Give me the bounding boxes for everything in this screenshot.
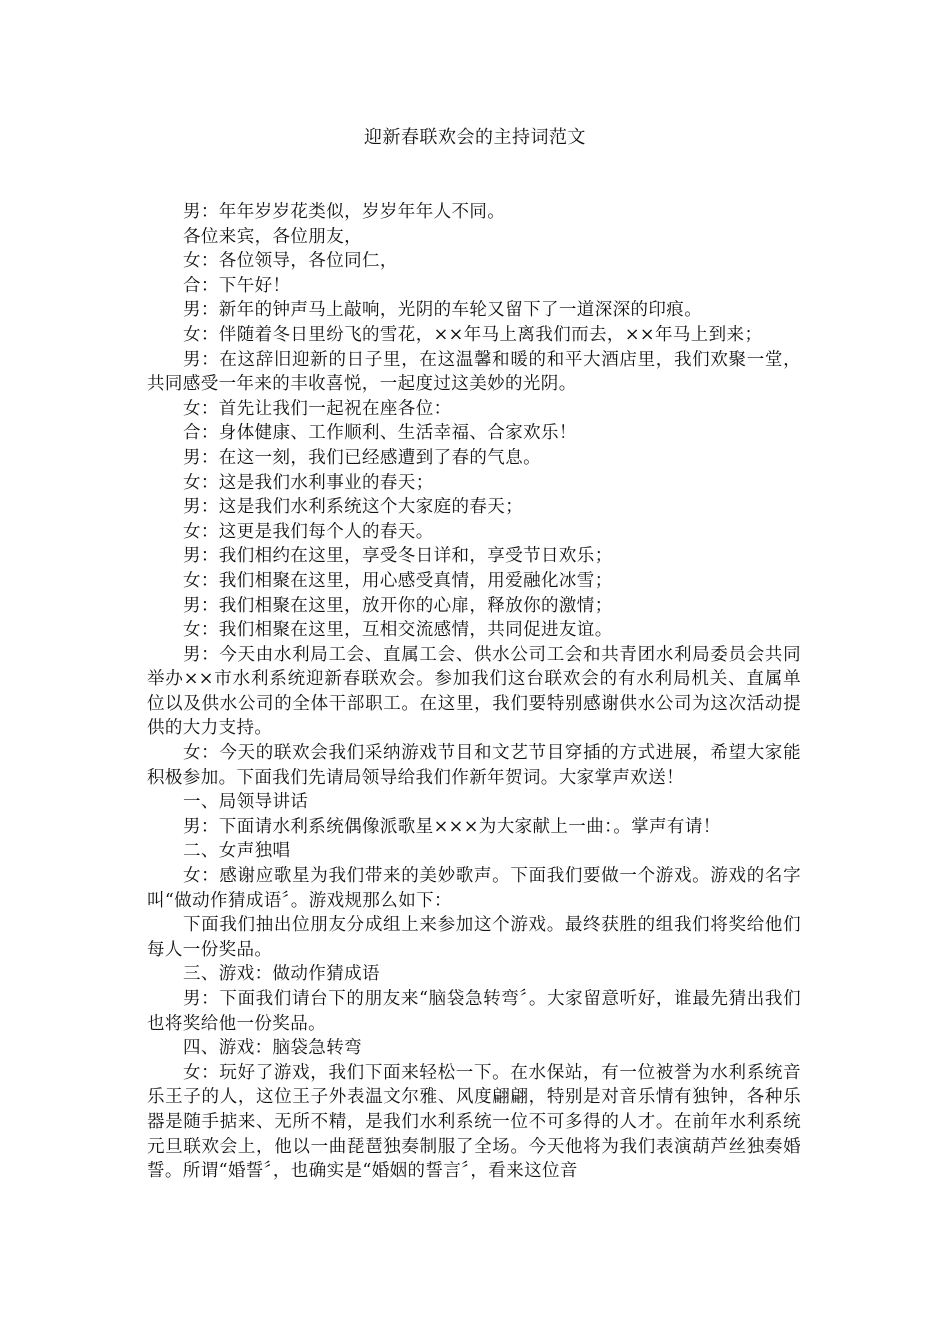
section-heading: 四、游戏：脑袋急转弯 xyxy=(183,1038,362,1059)
paragraph: 女：感谢应歌星为我们带来的美妙歌声。下面我们要做一个游戏。游戏的名字叫“做动作猜成语〞。游戏规那么如下： xyxy=(147,866,801,911)
paragraph: 女：我们相聚在这里，互相交流感情，共同促进友谊。 xyxy=(183,620,613,641)
paragraph: 女：我们相聚在这里，用心感受真情，用爱融化冰雪； xyxy=(183,570,613,591)
paragraph: 男：下面我们请台下的朋友来“脑袋急转弯〞。大家留意听好，谁最先猜出我们也将奖给他一份奖品。 xyxy=(147,989,801,1034)
paragraph: 男：新年的钟声马上敲响，光阴的车轮又留下了一道深深的印痕。 xyxy=(183,300,703,321)
paragraph: 女：这是我们水利事业的春天； xyxy=(183,472,434,493)
document-title: 迎新春联欢会的主持词范文 xyxy=(364,127,586,148)
paragraph: 各位来宾，各位朋友， xyxy=(183,226,362,247)
section-heading: 一、局领导讲话 xyxy=(183,792,309,813)
paragraph: 男：下面请水利系统偶像派歌星×××为大家献上一曲：。掌声有请！ xyxy=(183,816,721,837)
paragraph: 合：身体健康、工作顺利、生活幸福、合家欢乐！ xyxy=(183,423,577,444)
paragraph: 女：伴随着冬日里纷飞的雪花，××年马上离我们而去，××年马上到来； xyxy=(183,324,763,345)
paragraph: 男：今天由水利局工会、直属工会、供水公司工会和共青团水利局委员会共同举办××市水利系统迎新春联欢会。参加我们这台联欢会的有水利局机关、直属单位以及供水公司的全体干部职工。在这里，我们要特别感谢供水公司为这次活动提供的大力支持。 xyxy=(147,644,801,739)
paragraph: 合：下午好！ xyxy=(183,275,291,296)
document-body xyxy=(147,200,801,1184)
paragraph: 女：各位领导，各位同仁， xyxy=(183,251,398,272)
paragraph: 女：今天的联欢会我们采纳游戏节目和文艺节目穿插的方式进展，希望大家能积极参加。下面我们先请局领导给我们作新年贺词。大家掌声欢送！ xyxy=(147,743,801,788)
paragraph: 女：这更是我们每个人的春天。 xyxy=(183,521,434,542)
paragraph: 男：在这辞旧迎新的日子里，在这温馨和暖的和平大酒店里，我们欢聚一堂，共同感受一年来的丰收喜悦，一起度过这美妙的光阴。 xyxy=(147,349,801,395)
section-heading: 二、女声独唱 xyxy=(183,841,291,862)
paragraph: 男：我们相约在这里，享受冬日详和，享受节日欢乐； xyxy=(183,546,613,567)
paragraph: 男：年年岁岁花类似，岁岁年年人不同。 xyxy=(183,202,506,222)
paragraph: 男：这是我们水利系统这个大家庭的春天； xyxy=(183,497,524,518)
paragraph: 男：在这一刻，我们已经感遭到了春的气息。 xyxy=(183,447,541,468)
paragraph: 女：首先让我们一起祝在座各位： xyxy=(183,398,452,419)
paragraph: 下面我们抽出位朋友分成组上来参加这个游戏。最终获胜的组我们将奖给他们每人一份奖品。 xyxy=(147,915,801,960)
paragraph: 女：玩好了游戏，我们下面来轻松一下。在水保站，有一位被誉为水利系统音乐王子的人，这位王子外表温文尔雅、风度翩翩，特别是对音乐情有独钟，各种乐器是随手掂来、无所不精，是我们水利系统一位不可多得的人才。在前年水利系统元旦联欢会上，他以一曲琵琶独奏制服了全场。今天他将为我们表演葫芦丝独奏婚誓。所谓“婚誓〞，也确实是“婚姻的誓言〞，看来这位音 xyxy=(147,1062,801,1182)
section-heading: 三、游戏：做动作猜成语 xyxy=(183,964,380,985)
paragraph: 男：我们相聚在这里，放开你的心扉，释放你的激情； xyxy=(183,595,613,616)
